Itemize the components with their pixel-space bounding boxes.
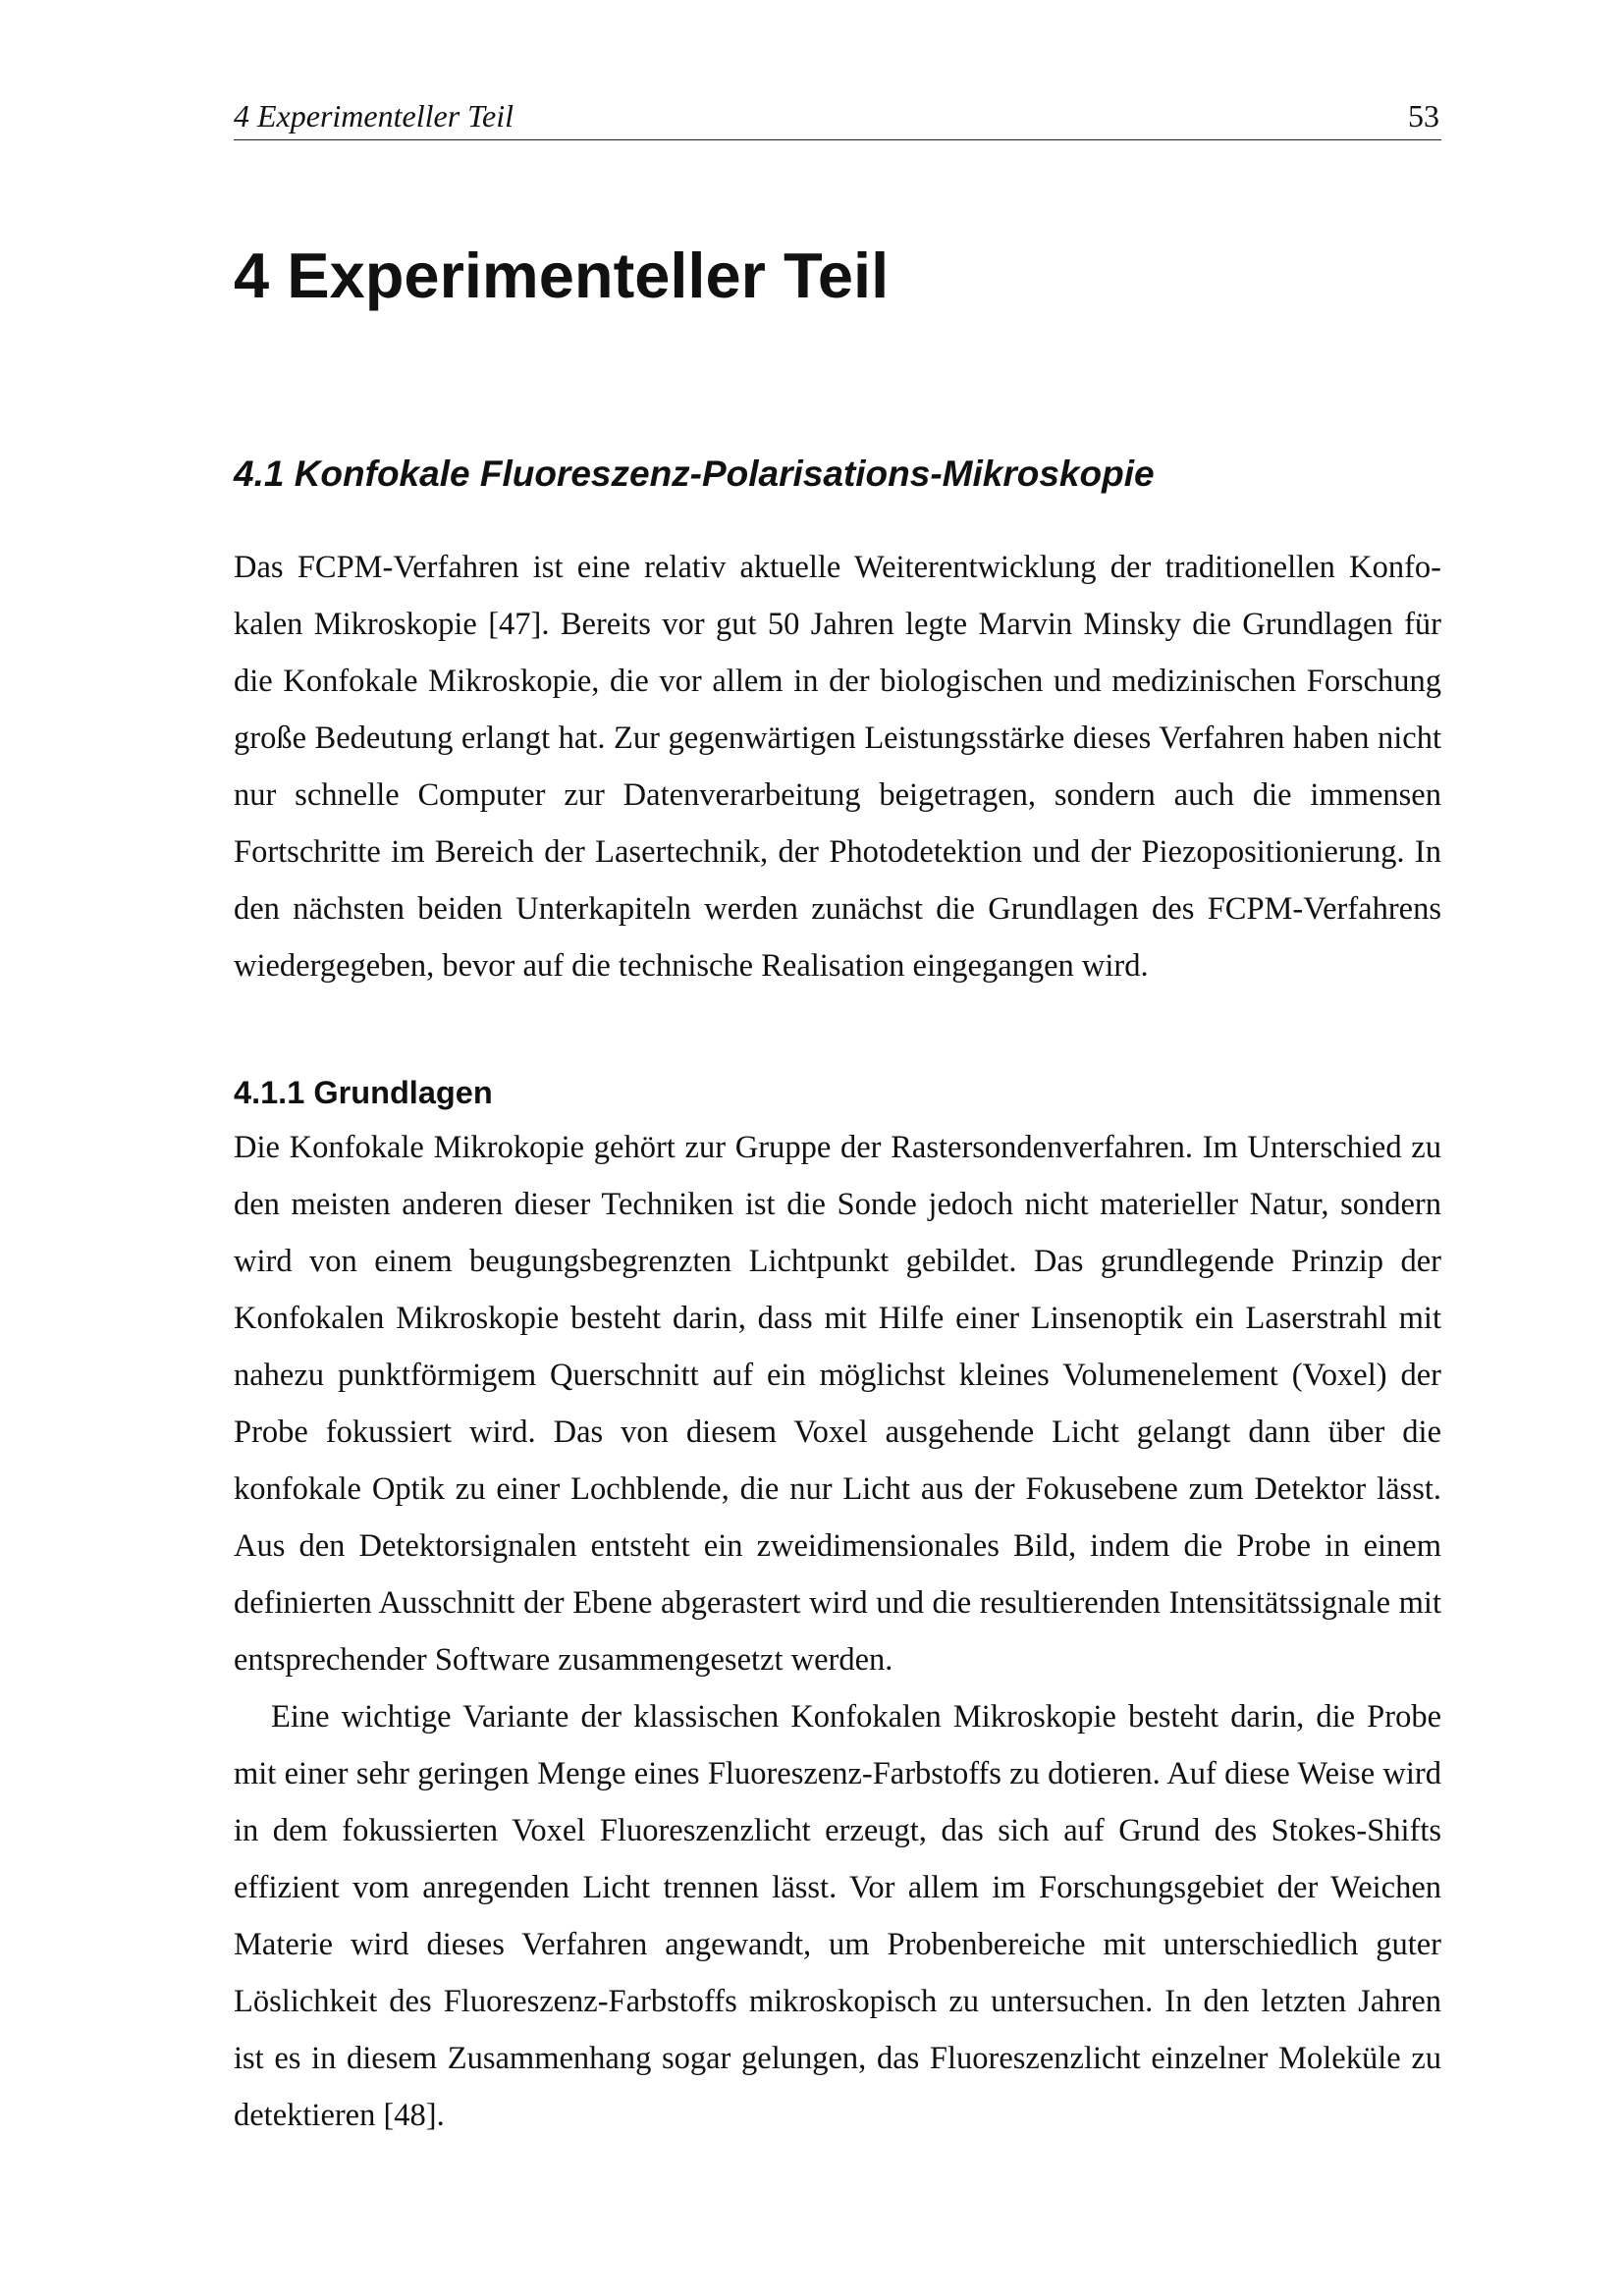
running-header-chapter: 4 Experimenteller Teil — [234, 98, 514, 133]
chapter-title: 4 Experimenteller Teil — [234, 240, 890, 311]
body-paragraph: Eine wichtige Variante der klassischen Konfokalen Mikroskopie besteht darin, die Probe mit einer sehr geringen Menge eines Fluoreszenz-Farbstoffs zu dotieren. Auf diese Weise wird in dem fokussierten Voxel Fluoreszenzlicht erzeugt, das sich auf Grund des Stokes-Shifts effizient vom anregenden Licht trennen lässt. Vor allem im Forschungsgebiet der Weichen Materie wird dieses Verfahren angewandt, um Probenbereiche mit unterschiedlich guter Löslichkeit des Fluoreszenz-Farbstoffs mikroskopisch zu untersuchen. In den letzten Jahren ist es in diesem Zusammenhang sogar gelungen, das Fluoreszenzlicht einzelner Moleküle zu detektieren [48]. — [234, 1699, 1441, 2133]
running-header — [234, 94, 1441, 140]
body-paragraph: Die Konfokale Mikrokopie gehört zur Gruppe der Rastersondenverfahren. Im Unterschied zu den meisten anderen dieser Techniken ist die Sonde jedoch nicht materieller Natur, sondern wird von einem beugungsbegrenzten Lichtpunkt gebildet. Das grundlegende Prinzip der Konfokalen Mikroskopie besteht darin, dass mit Hilfe einer Linsenoptik ein Laserstrahl mit nahezu punktförmigem Querschnitt auf ein möglichst kleines Volumenelement (Voxel) der Probe fokussiert wird. Das von diesem Voxel ausgehende Licht gelangt dann über die konfokale Optik zu einer Lochblende, die nur Licht aus der Fokusebene zum Detektor lässt. Aus den Detektorsignalen entsteht ein zweidimensionales Bild, indem die Probe in einem definierten Ausschnitt der Ebene abgerastert wird und die resultierenden Intensitätssignale mit entsprechender Software zusammengesetzt werden. — [234, 1130, 1441, 1678]
section-title: 4.1 Konfokale Fluoreszenz-Polarisations-Mikroskopie — [234, 454, 1155, 494]
subsection-title: 4.1.1 Grundlagen — [234, 1075, 493, 1110]
body-paragraph: Das FCPM-Verfahren ist eine relativ aktuelle Weiterentwicklung der traditionellen Konfokalen Mikroskopie [47]. Bereits vor gut 50 Jahren legte Marvin Minsky die Grundlagen für die Konfokale Mikroskopie, die vor allem in der biologischen und medizinischen Forschung große Bedeutung erlangt hat. Zur gegenwärtigen Leistungsstärke dieses Verfahren haben nicht nur schnelle Computer zur Datenverarbeitung beigetragen, sondern auch die immensen Fortschritte im Bereich der Lasertechnik, der Photodetektion und der Piezopositionierung. In den nächsten beiden Unterkapiteln werden zunächst die Grundlagen des FCPM-Verfahrens wiedergegeben, bevor auf die technische Realisation eingegangen wird. — [234, 550, 1441, 984]
page-number: 53 — [1408, 98, 1439, 133]
document-page — [234, 0, 1441, 2296]
